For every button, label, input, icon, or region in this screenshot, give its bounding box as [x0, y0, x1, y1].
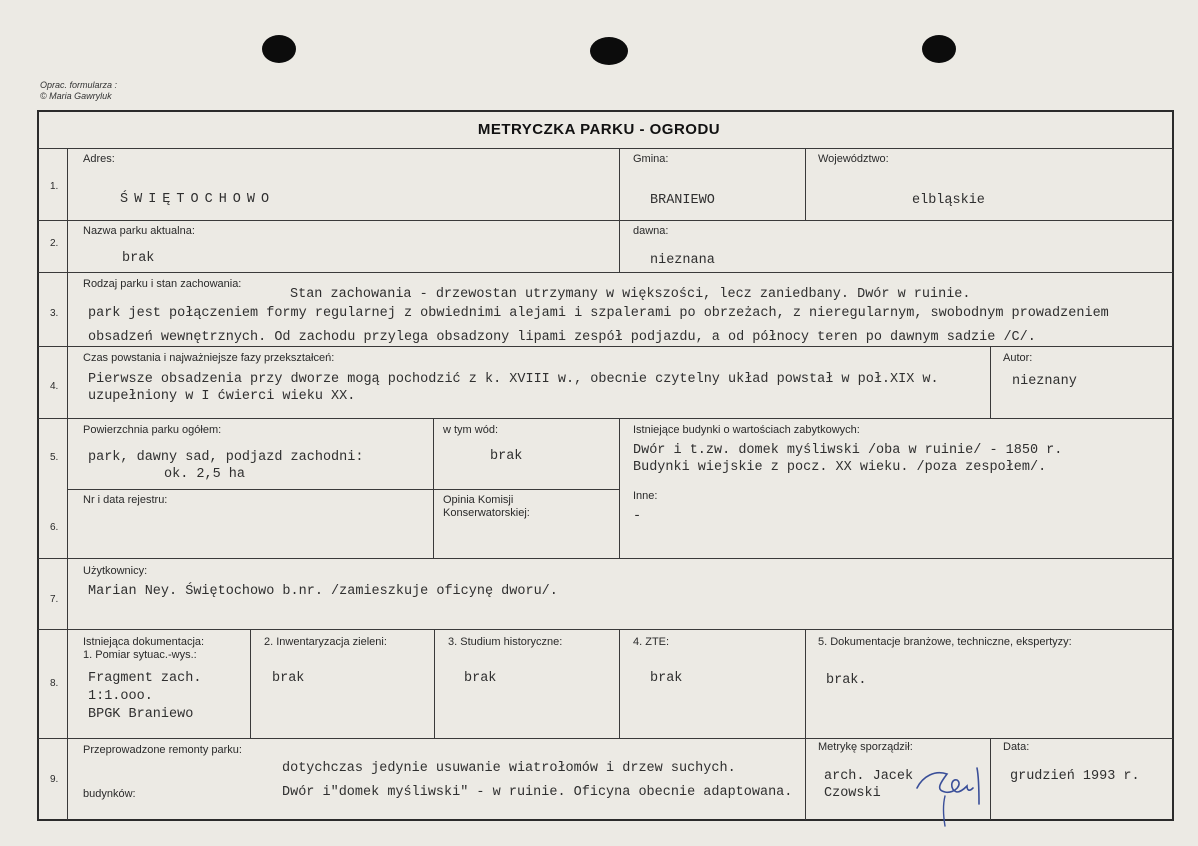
gmina-value: BRANIEWO — [650, 193, 715, 208]
czas-label: Czas powstania i najważniejsze fazy przekształceń: — [83, 352, 335, 364]
form-title: METRYCZKA PARKU - OGRODU — [477, 121, 721, 138]
row-number: 5. — [50, 452, 59, 463]
zte-label: 4. ZTE: — [633, 636, 670, 648]
rule — [38, 272, 1173, 273]
opinia-label-1: Opinia Komisji — [443, 494, 514, 506]
remonty-value: dotychczas jedynie usuwanie wiatrołomów i drzew suchych. — [282, 761, 736, 776]
dokumentacja-label: Istniejąca dokumentacja: — [83, 636, 205, 648]
sporzadzil-line-2: Czowski — [824, 786, 881, 801]
budynki-line-1: Dwór i t.zw. domek myśliwski /oba w ruinie/ - 1850 r. — [633, 443, 1063, 458]
row-number: 4. — [50, 381, 59, 392]
rule — [38, 629, 1173, 630]
studium-value: brak — [464, 671, 497, 686]
rule — [433, 418, 434, 558]
studium-label: 3. Studium historyczne: — [448, 636, 563, 648]
wody-value: brak — [490, 449, 523, 464]
punch-hole-right — [922, 35, 956, 63]
rule — [619, 148, 620, 272]
adres-label: Adres: — [83, 153, 115, 165]
rodzaj-line-3: obsadzeń wewnętrznych. Od zachodu przylega obsadzony lipami zespół podjazdu, a od północy teren po dawnym sadzie /C/. — [88, 330, 1036, 345]
dawna-value: nieznana — [650, 253, 715, 268]
rule — [38, 738, 1173, 739]
rule — [38, 418, 1173, 419]
sporzadzil-line-1: arch. Jacek — [824, 769, 914, 784]
uzytkownicy-label: Użytkownicy: — [83, 565, 148, 577]
row-number: 1. — [50, 181, 59, 192]
rule — [805, 629, 806, 820]
autor-value: nieznany — [1012, 374, 1077, 389]
rodzaj-line-1: Stan zachowania - drzewostan utrzymany w większości, lecz zaniedbany. Dwór w ruinie. — [290, 287, 971, 302]
autor-label: Autor: — [1003, 352, 1033, 364]
rule — [38, 220, 1173, 221]
pomiar-label: 1. Pomiar sytuac.-wys.: — [83, 649, 197, 661]
rule — [38, 148, 1173, 149]
rule — [67, 148, 68, 820]
gmina-label: Gmina: — [633, 153, 669, 165]
punch-hole-left — [262, 35, 296, 63]
rodzaj-line-2: park jest połączeniem formy regularnej z obwiednimi alejami i szpalerami po obrzeżach, z nieregularnym, swobodnym prowadzeniem — [88, 306, 1109, 321]
nazwa-label: Nazwa parku aktualna: — [83, 225, 195, 237]
row-number: 9. — [50, 774, 59, 785]
budynki-label: Istniejące budynki o wartościach zabytkowych: — [633, 424, 860, 436]
uzytkownicy-value: Marian Ney. Świętochowo b.nr. /zamieszkuje oficynę dworu/. — [88, 584, 558, 599]
adres-value: ŚWIĘTOCHOWO — [120, 192, 276, 207]
inne-label: Inne: — [633, 490, 658, 502]
rule — [990, 738, 991, 820]
dawna-label: dawna: — [633, 225, 669, 237]
rule — [250, 629, 251, 738]
rejestr-label: Nr i data rejestru: — [83, 494, 168, 506]
row-number: 3. — [50, 308, 59, 319]
row-number: 8. — [50, 678, 59, 689]
row-number: 2. — [50, 238, 59, 249]
credit-line-2: © Maria Gawryluk — [40, 91, 112, 101]
czas-line-1: Pierwsze obsadzenia przy dworze mogą pochodzić z k. XVIII w., obecnie czytelny układ powstał w poł.XIX w. — [88, 372, 939, 387]
remonty-label: Przeprowadzone remonty parku: — [83, 744, 242, 756]
rodzaj-label: Rodzaj parku i stan zachowania: — [83, 278, 242, 290]
rule — [434, 629, 435, 738]
rule — [990, 346, 991, 418]
wojewodztwo-label: Województwo: — [818, 153, 889, 165]
form-credit — [40, 80, 117, 102]
data-value: grudzień 1993 r. — [1010, 769, 1140, 784]
powierzchnia-line-2: ok. 2,5 ha — [164, 467, 246, 482]
rule — [67, 489, 619, 490]
nazwa-value: brak — [122, 251, 155, 266]
data-label: Data: — [1003, 741, 1030, 753]
signature — [905, 748, 985, 828]
row-number: 6. — [50, 522, 59, 533]
rule — [38, 558, 1173, 559]
czas-line-2: uzupełniony w I ćwierci wieku XX. — [88, 389, 356, 404]
rule — [619, 629, 620, 738]
punch-hole-center — [590, 37, 628, 65]
pomiar-line-1: Fragment zach. — [88, 671, 202, 686]
budynki-line-2: Budynki wiejskie z pocz. XX wieku. /poza zespołem/. — [633, 460, 1047, 475]
inwentaryzacja-value: brak — [272, 671, 305, 686]
powierzchnia-line-1: park, dawny sad, podjazd zachodni: — [88, 450, 364, 465]
sporzadzil-label: Metrykę sporządził: — [818, 741, 913, 753]
dokumentacje-branzowe-value: brak. — [826, 673, 867, 688]
pomiar-line-3: BPGK Braniewo — [88, 707, 194, 722]
pomiar-line-2: 1:1.ooo. — [88, 689, 153, 704]
inne-value: - — [633, 509, 642, 524]
remonty-budynkow-value: Dwór i"domek myśliwski" - w ruinie. Oficyna obecnie adaptowana. — [282, 785, 793, 800]
wody-label: w tym wód: — [443, 424, 499, 436]
inwentaryzacja-label: 2. Inwentaryzacja zieleni: — [264, 636, 387, 648]
zte-value: brak — [650, 671, 683, 686]
rule — [805, 148, 806, 220]
opinia-label-2: Konserwatorskiej: — [443, 507, 530, 519]
powierzchnia-label: Powierzchnia parku ogółem: — [83, 424, 222, 436]
row-number: 7. — [50, 594, 59, 605]
remonty-budynkow-label: budynków: — [83, 788, 136, 800]
rule — [619, 418, 620, 558]
wojewodztwo-value: elbląskie — [912, 193, 985, 208]
credit-line-1: Oprac. formularza : — [40, 80, 118, 90]
dokumentacje-branzowe-label: 5. Dokumentacje branżowe, techniczne, ekspertyzy: — [818, 636, 1072, 648]
